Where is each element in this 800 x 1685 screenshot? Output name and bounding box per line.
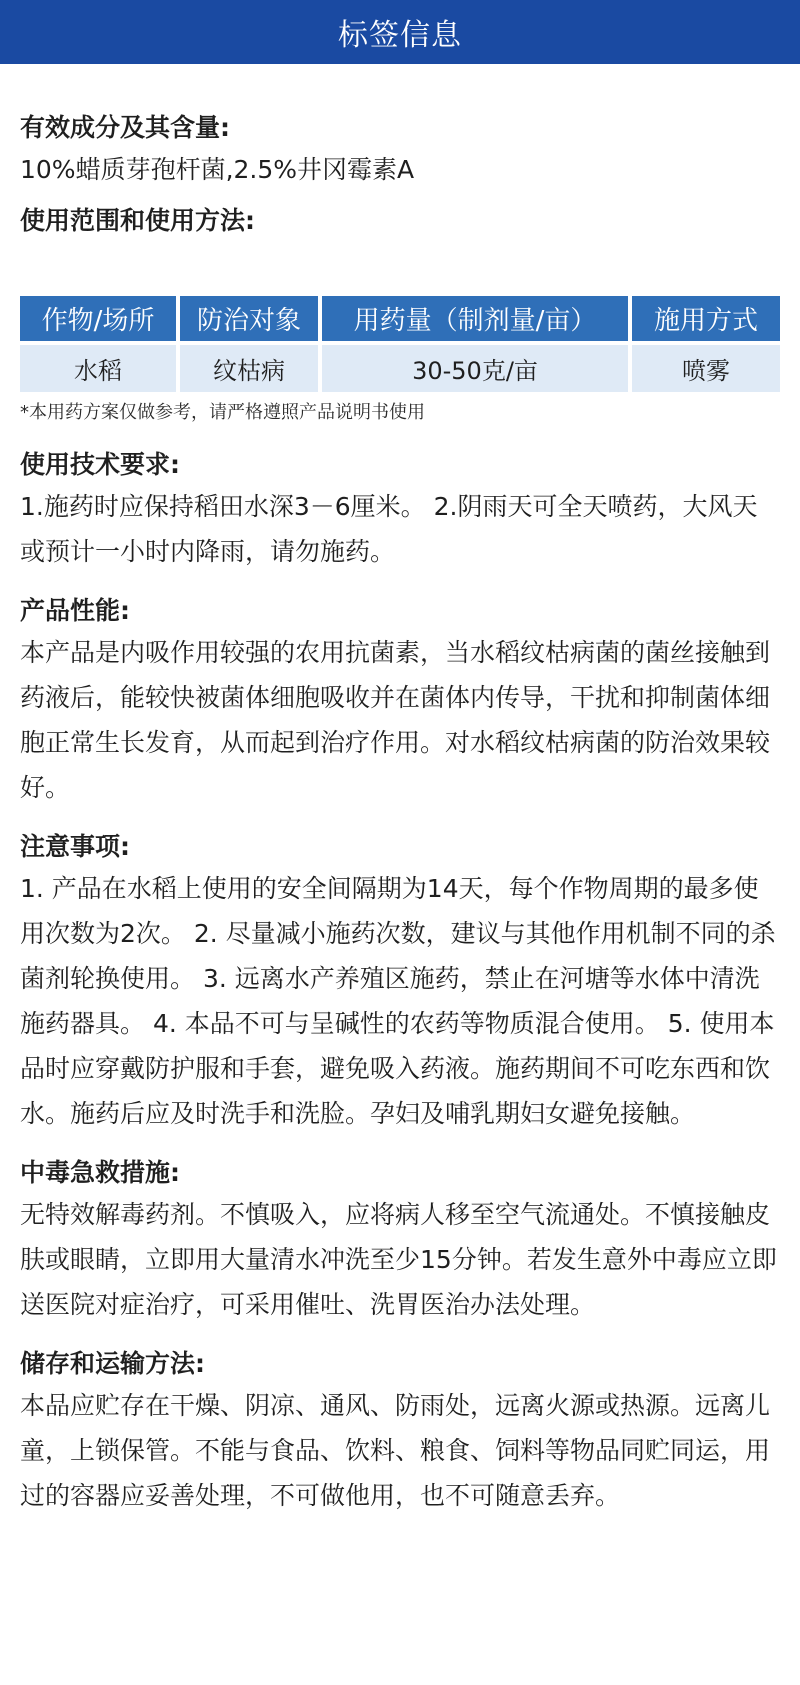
ingredients-section	[20, 109, 780, 192]
header-dosage: 用药量（制剂量/亩）	[322, 296, 628, 341]
usage-table-header-row	[20, 296, 780, 341]
usage-table	[16, 292, 784, 396]
header-target: 防治对象	[180, 296, 318, 341]
first-aid-label: 中毒急救措施:	[20, 1158, 180, 1187]
ingredients-label: 有效成分及其含量:	[20, 113, 230, 142]
cautions-text: 1. 产品在水稻上使用的安全间隔期为14天，每个作物周期的最多使用次数为2次。 2. 尽量减小施药次数，建议与其他作用机制不同的杀菌剂轮换使用。 3. 远离水产养殖区施药，禁止在河塘等水体中清洗施药器具。 4. 本品不可与呈碱性的农药等物质混合使用。 5. 使用本品时应穿戴防护服和手套，避免吸入药液。施药期间不可吃东西和饮水。施药后应及时洗手和洗脸。孕妇及哺乳期妇女避免接触。	[20, 874, 776, 1128]
cell-target: 纹枯病	[180, 345, 318, 392]
first-aid-section	[20, 1154, 780, 1327]
tech-label: 使用技术要求:	[20, 450, 180, 479]
ingredients-value: 10%蜡质芽孢杆菌,2.5%井冈霉素A	[20, 155, 415, 184]
usage-section	[20, 202, 780, 428]
header-method: 施用方式	[632, 296, 780, 341]
header-crop: 作物/场所	[20, 296, 176, 341]
cautions-label: 注意事项:	[20, 832, 130, 861]
storage-label: 储存和运输方法:	[20, 1349, 205, 1378]
page-header	[0, 0, 800, 64]
performance-text: 本产品是内吸作用较强的农用抗菌素，当水稻纹枯病菌的菌丝接触到药液后，能较快被菌体细胞吸收并在菌体内传导，干扰和抑制菌体细胞正常生长发育，从而起到治疗作用。对水稻纹枯病菌的防治效果较好。	[20, 638, 771, 802]
cell-dosage: 30-50克/亩	[322, 345, 628, 392]
usage-table-wrap	[20, 292, 780, 396]
tech-section	[20, 446, 780, 574]
label-content	[0, 109, 800, 1518]
table-row	[20, 345, 780, 392]
storage-text: 本品应贮存在干燥、阴凉、通风、防雨处，远离火源或热源。远离儿童，上锁保管。不能与食品、饮料、粮食、饲料等物品同贮同运，用过的容器应妥善处理，不可做他用，也不可随意丢弃。	[20, 1391, 771, 1510]
first-aid-text: 无特效解毒药剂。不慎吸入，应将病人移至空气流通处。不慎接触皮肤或眼睛，立即用大量清水冲洗至少15分钟。若发生意外中毒应立即送医院对症治疗，可采用催吐、洗胃医治办法处理。	[20, 1200, 777, 1319]
performance-label: 产品性能:	[20, 596, 130, 625]
cell-method: 喷雾	[632, 345, 780, 392]
usage-label: 使用范围和使用方法:	[20, 206, 255, 235]
usage-note: *本用药方案仅做参考，请严格遵照产品说明书使用	[20, 402, 425, 423]
tech-text: 1.施药时应保持稻田水深3－6厘米。 2.阴雨天可全天喷药，大风天或预计一小时内降雨，请勿施药。	[20, 492, 758, 566]
performance-section	[20, 592, 780, 810]
storage-section	[20, 1345, 780, 1518]
page-title: 标签信息	[338, 18, 462, 53]
cautions-section	[20, 828, 780, 1136]
cell-crop: 水稻	[20, 345, 176, 392]
